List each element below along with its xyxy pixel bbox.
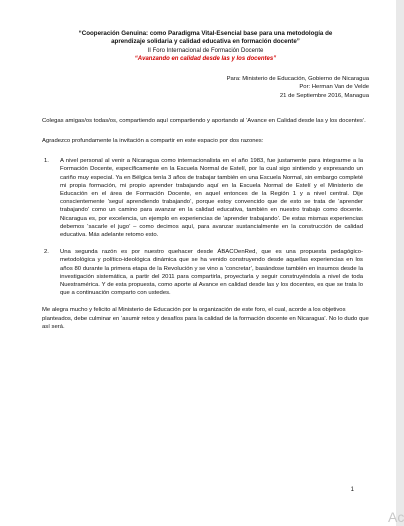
closing-paragraph: Me alegra mucho y felicito al Ministerio de Educación por la organización de este foro, el cual, acorde a los objetivos planteados, debe culminar en ‘asumir retos y desafíos para la calidad de la formación docente en Nicaragua’. No lo dudo que así será.	[42, 307, 369, 330]
title-block	[42, 30, 369, 63]
thanks-paragraph: Agradezco profundamente la invitación a compartir en este espacio por dos razones:	[42, 138, 264, 145]
list-item-number: 1.	[44, 158, 49, 165]
list-item-text: A nivel personal al venir a Nicaragua como internacionalista en el año 1983, fue justamente para integrarme a la Formación Docente, específicamente en la Escuela Normal de Estelí, por la cual sigo sintiendo y expresando un cariño muy especial. Ya en Bélgica tenía 3 años de trabajar también en una Escuela Normal, sin embargo completé mi propia formación, mi propio aprender trabajando aquí en la Escuela Normal de Estelí y el Ministerio de Educación en el área de Formación Docente, en aquel entonces de la Región 1 y a nivel central. Dije conscientemente ‘seguí aprendiendo trabajando’, porque estoy convencido que de esto se trata de ‘aprender trabajando’ como un camino para avanzar en la calidad educativa, también en nuestro trabajo como docente. Nicaragua es, por excelencia, un ejemplo en experiencias de ‘aprender trabajando’. De estas mismas experiencias debemos ‘sacarle el jugo’ – como decimos aquí, para avanzar sustancialmente en la construcción de calidad educativa. Más adelante retomo esto.	[60, 158, 363, 239]
intro-paragraph: Colegas amigas/os todas/os, compartiendo aquí compartiendo y aportando al ‘Avance en Calidad desde las y los docentes’.	[42, 117, 366, 124]
forum-motto: “Avanzando en calidad desde las y los docentes”	[134, 56, 277, 63]
date-line: 21 de Septiembre 2016, Managua	[279, 92, 369, 99]
recipient-line: Para: Ministerio de Educación, Gobierno de Nicaragua	[226, 76, 369, 83]
reasons-list	[42, 157, 369, 297]
list-item	[42, 248, 369, 297]
list-item	[42, 157, 369, 239]
author-line: Por: Herman Van de Velde	[299, 84, 369, 91]
page-number: 1	[350, 487, 354, 493]
list-item-number: 2.	[44, 249, 49, 256]
address-block	[42, 75, 369, 100]
forum-subtitle: II Foro Internacional de Formación Docente	[147, 47, 264, 54]
document-title-line2: aprendizaje solidaria y calidad educativa en formación docente”	[111, 38, 300, 46]
cut-off-fragment: Ac	[388, 509, 404, 525]
list-item-text: Una segunda razón es por nuestro quehacer desde ÁBACOenRed, que es una propuesta pedagógico-metodológica y político-ideológica dinámica que se ha venido construyendo desde aquellas experiencias en los años 80 durante la primera etapa de la Revolución y se vino a ‘concretar’, basándose también en insumos desde la investigación sistemática, a partir del 2011 para compartirla, proyectarla y seguir construyéndola a nivel de toda Nuestramérica. Y de esta propuesta, como aporte al Avance en calidad desde las y los docentes, es que se trata lo que a continuación comparto con ustedes.	[60, 249, 363, 297]
document-title-line1: “Cooperación Genuina: como Paradigma Vital-Esencial base para una metodología de	[78, 30, 333, 37]
